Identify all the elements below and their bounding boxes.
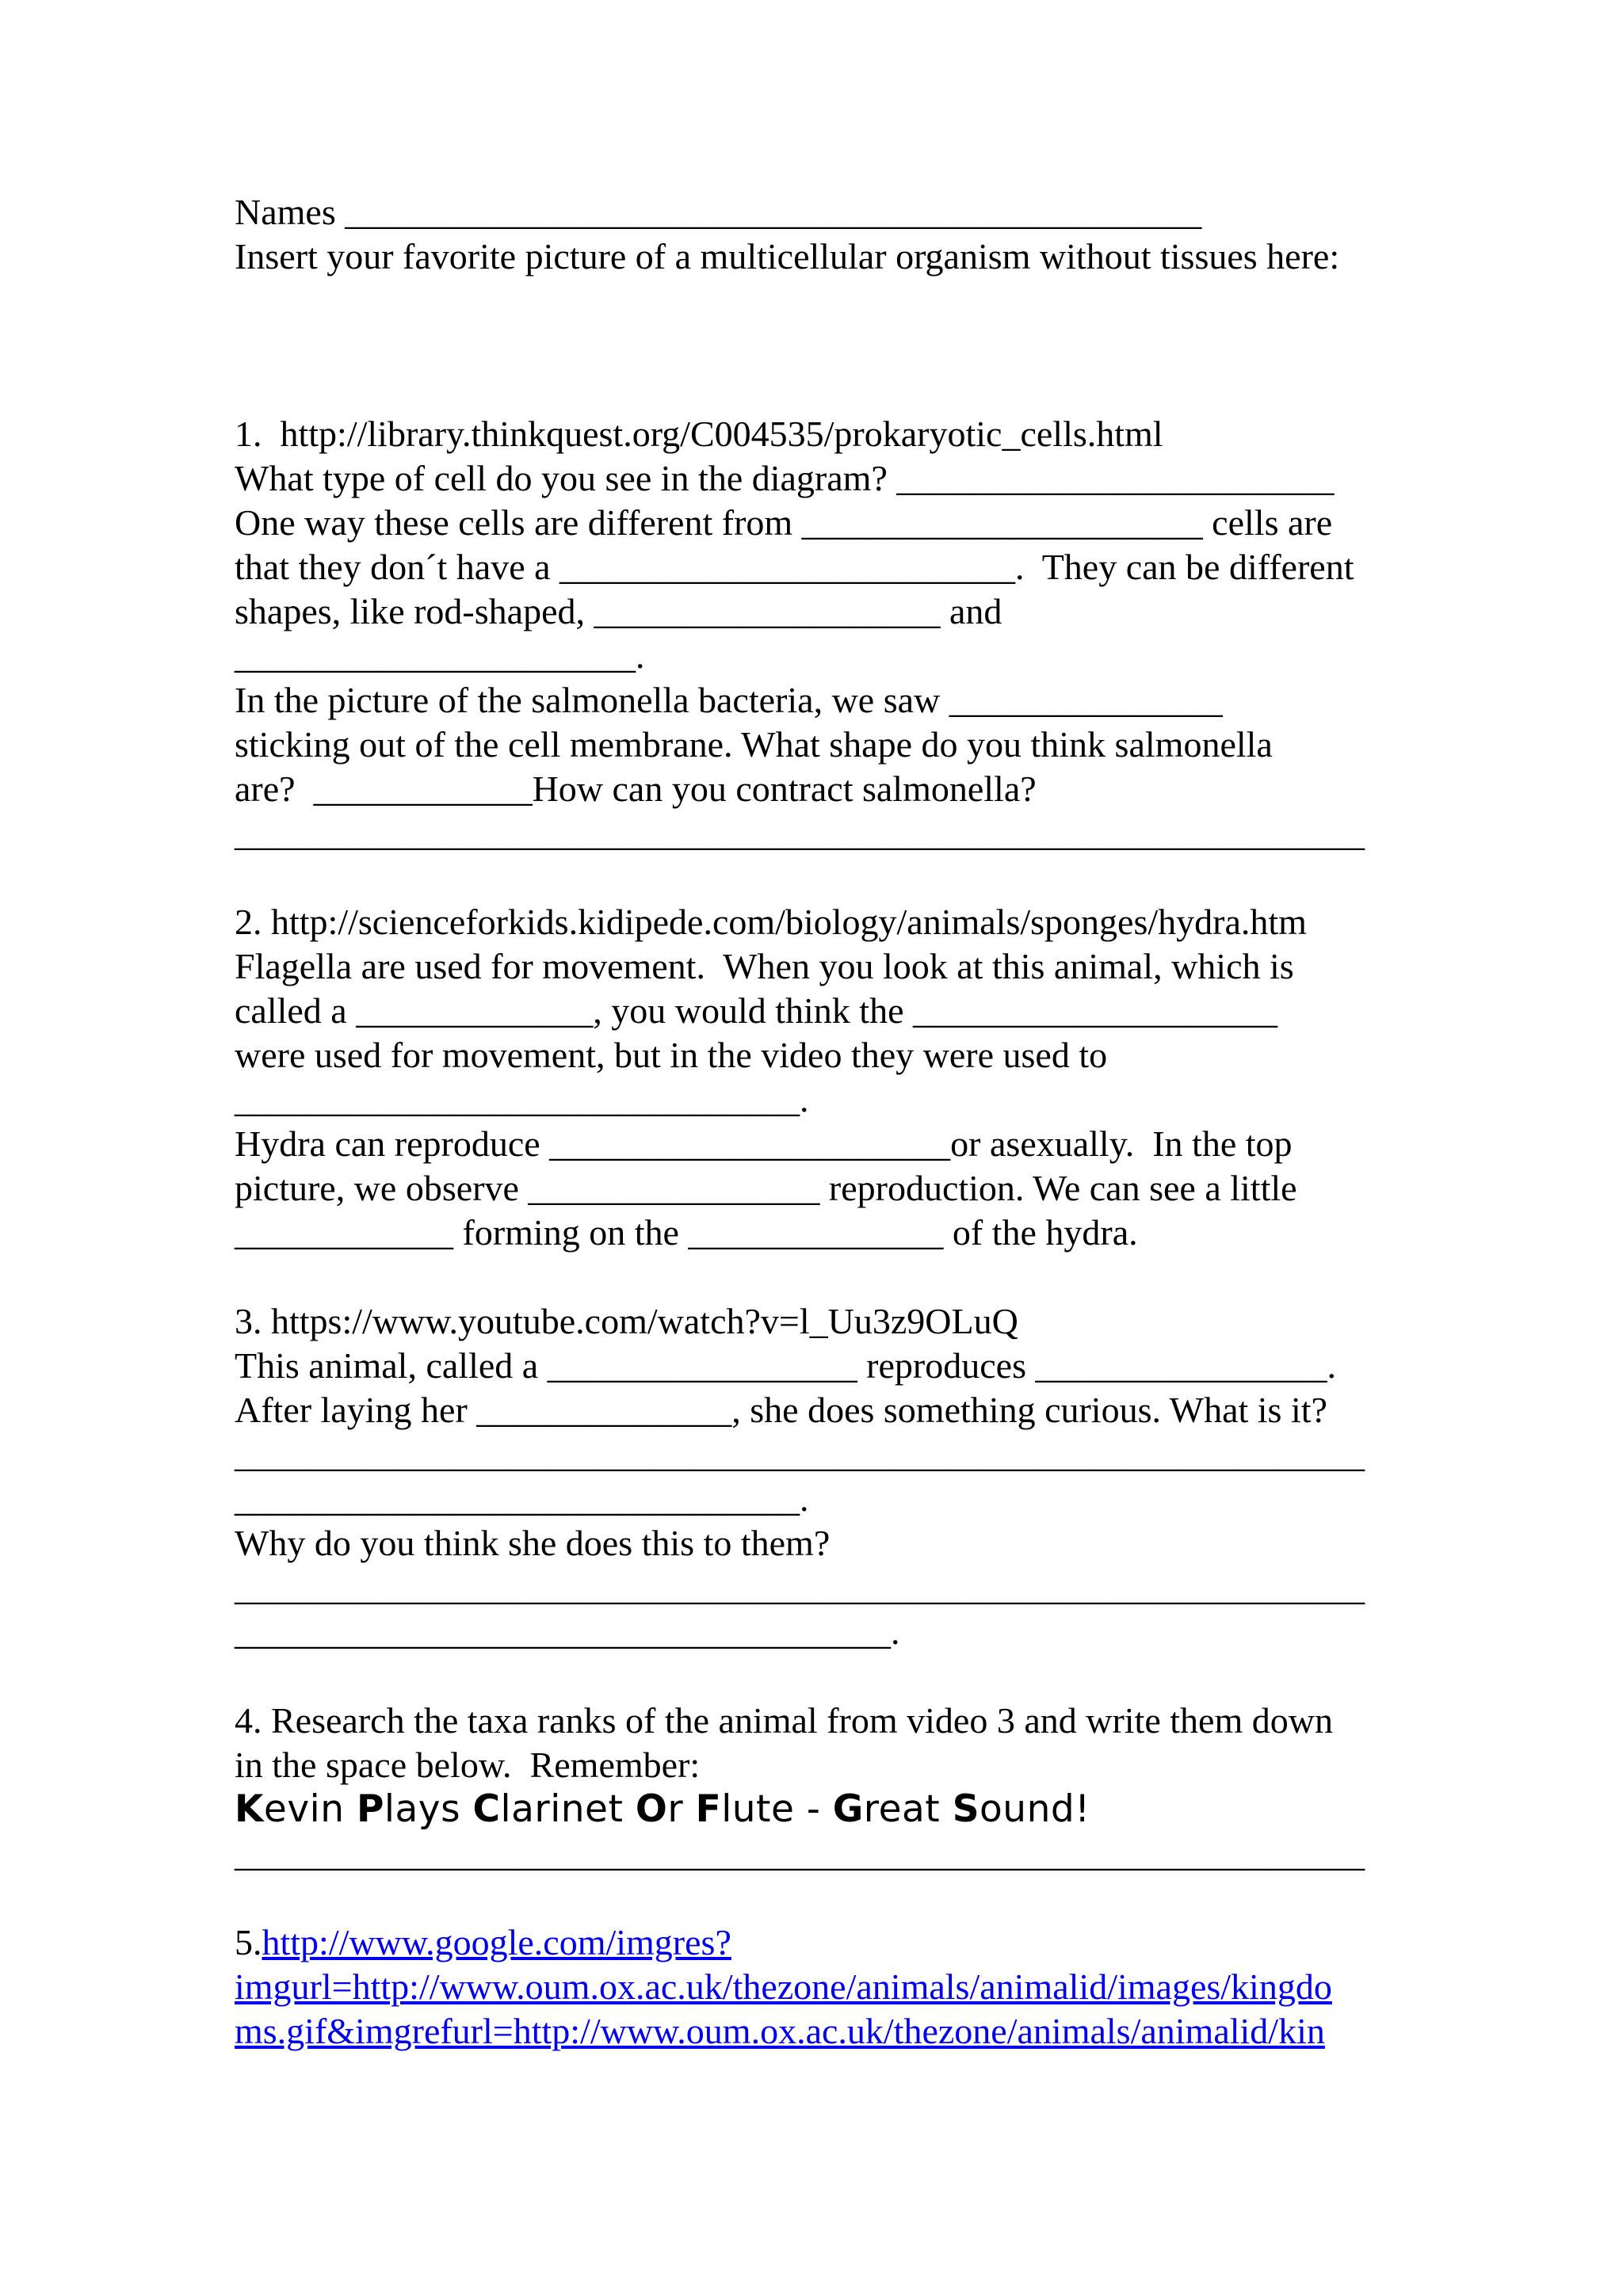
q3-answer-line-2[interactable]: _______________________________. <box>235 1478 809 1519</box>
mnemonic-initial: P <box>356 1787 384 1831</box>
q3-url: 3. https://www.youtube.com/watch?v=l_Uu3z9OLuQ <box>235 1301 1018 1341</box>
mnemonic-rest: lute - <box>721 1787 833 1831</box>
q1-line-8: sticking out of the cell membrane. What shape do you think salmonella <box>235 724 1273 765</box>
picture-instruction: Insert your favorite picture of a multicellular organism without tissues here: <box>235 236 1340 277</box>
mnemonic-initial: F <box>695 1787 722 1831</box>
q3-line-6: Why do you think she does this to them? <box>235 1523 831 1563</box>
q2-line-5[interactable]: _______________________________. <box>235 1079 809 1119</box>
q1-line-3[interactable]: One way these cells are different from ______________________ cells are <box>235 502 1333 543</box>
q1-line-4[interactable]: that they don´t have a _________________________. They can be different <box>235 547 1354 587</box>
mnemonic-rest: lays <box>384 1787 473 1831</box>
mnemonic-rest: evin <box>263 1787 357 1831</box>
q2-url: 2. http://scienceforkids.kidipede.com/biology/animals/sponges/hydra.htm <box>235 902 1307 942</box>
q5-link-part-3[interactable]: ms.gif&imgrefurl=http://www.oum.ox.ac.uk/thezone/animals/animalid/kin <box>235 2011 1325 2051</box>
q3-answer-line-4[interactable]: ____________________________________. <box>235 1611 900 1652</box>
q1-url: 1. http://library.thinkquest.org/C004535/prokaryotic_cells.html <box>235 414 1163 454</box>
mnemonic-initial: S <box>952 1787 980 1831</box>
q5-line-3 <box>235 2009 1407 2054</box>
q2-line-7[interactable]: picture, we observe ________________ reproduction. We can see a little <box>235 1168 1297 1208</box>
question-1 <box>235 412 1407 856</box>
q3-line-3[interactable]: After laying her ______________, she does something curious. What is it? <box>235 1390 1327 1430</box>
taxa-mnemonic <box>235 1787 1407 1832</box>
q1-line-5[interactable]: shapes, like rod-shaped, ___________________ and <box>235 591 1002 631</box>
q2-line-6[interactable]: Hydra can reproduce ______________________or asexually. In the top <box>235 1123 1293 1164</box>
question-4 <box>235 1699 1407 1876</box>
mnemonic-initial: K <box>235 1787 264 1831</box>
question-5 <box>235 1920 1407 2054</box>
question-3 <box>235 1299 1407 1654</box>
q2-line-3[interactable]: called a _____________, you would think the ____________________ <box>235 990 1277 1031</box>
q2-line-4: were used for movement, but in the video they were used to <box>235 1035 1108 1075</box>
q2-line-2: Flagella are used for movement. When you look at this animal, which is <box>235 946 1294 986</box>
picture-placeholder-area <box>235 279 1407 412</box>
q4-line-2: in the space below. Remember: <box>235 1745 701 1785</box>
mnemonic-initial: O <box>635 1787 668 1831</box>
q1-line-2[interactable]: What type of cell do you see in the diagram? ________________________ <box>235 458 1335 498</box>
mnemonic-rest: reat <box>863 1787 953 1831</box>
q3-line-2[interactable]: This animal, called a _________________ reproduces ________________. <box>235 1345 1336 1386</box>
q5-line-1 <box>235 1920 1407 1965</box>
q5-number: 5. <box>235 1922 262 1962</box>
question-2 <box>235 900 1407 1255</box>
q1-line-6[interactable]: ______________________. <box>235 635 645 676</box>
q4-answer-line[interactable]: ______________________________________________________________ <box>235 1833 1365 1874</box>
q1-answer-line[interactable]: ______________________________________________________________ <box>235 813 1365 853</box>
q5-link-part-1[interactable]: http://www.google.com/imgres? <box>262 1922 731 1962</box>
q5-line-2 <box>235 1965 1407 2009</box>
mnemonic-initial: C <box>472 1787 501 1831</box>
q1-line-7[interactable]: In the picture of the salmonella bacteria, we saw _______________ <box>235 680 1223 720</box>
worksheet-page <box>235 190 1407 2054</box>
mnemonic-rest: r <box>667 1787 696 1831</box>
q4-line-1: 4. Research the taxa ranks of the animal from video 3 and write them down <box>235 1700 1333 1741</box>
q5-link-part-2[interactable]: imgurl=http://www.oum.ox.ac.uk/thezone/animals/animalid/images/kingdo <box>235 1966 1332 2007</box>
mnemonic-rest: larinet <box>500 1787 636 1831</box>
names-line[interactable]: Names _______________________________________________ <box>235 192 1202 232</box>
q1-line-9[interactable]: are? ____________How can you contract salmonella? <box>235 769 1037 809</box>
q3-answer-line-1[interactable]: ______________________________________________________________ <box>235 1434 1365 1474</box>
mnemonic-initial: G <box>832 1787 864 1831</box>
q3-answer-line-3[interactable]: ______________________________________________________________ <box>235 1567 1365 1608</box>
mnemonic-rest: ound! <box>980 1787 1090 1831</box>
q2-line-8[interactable]: ____________ forming on the ______________ of the hydra. <box>235 1212 1138 1253</box>
